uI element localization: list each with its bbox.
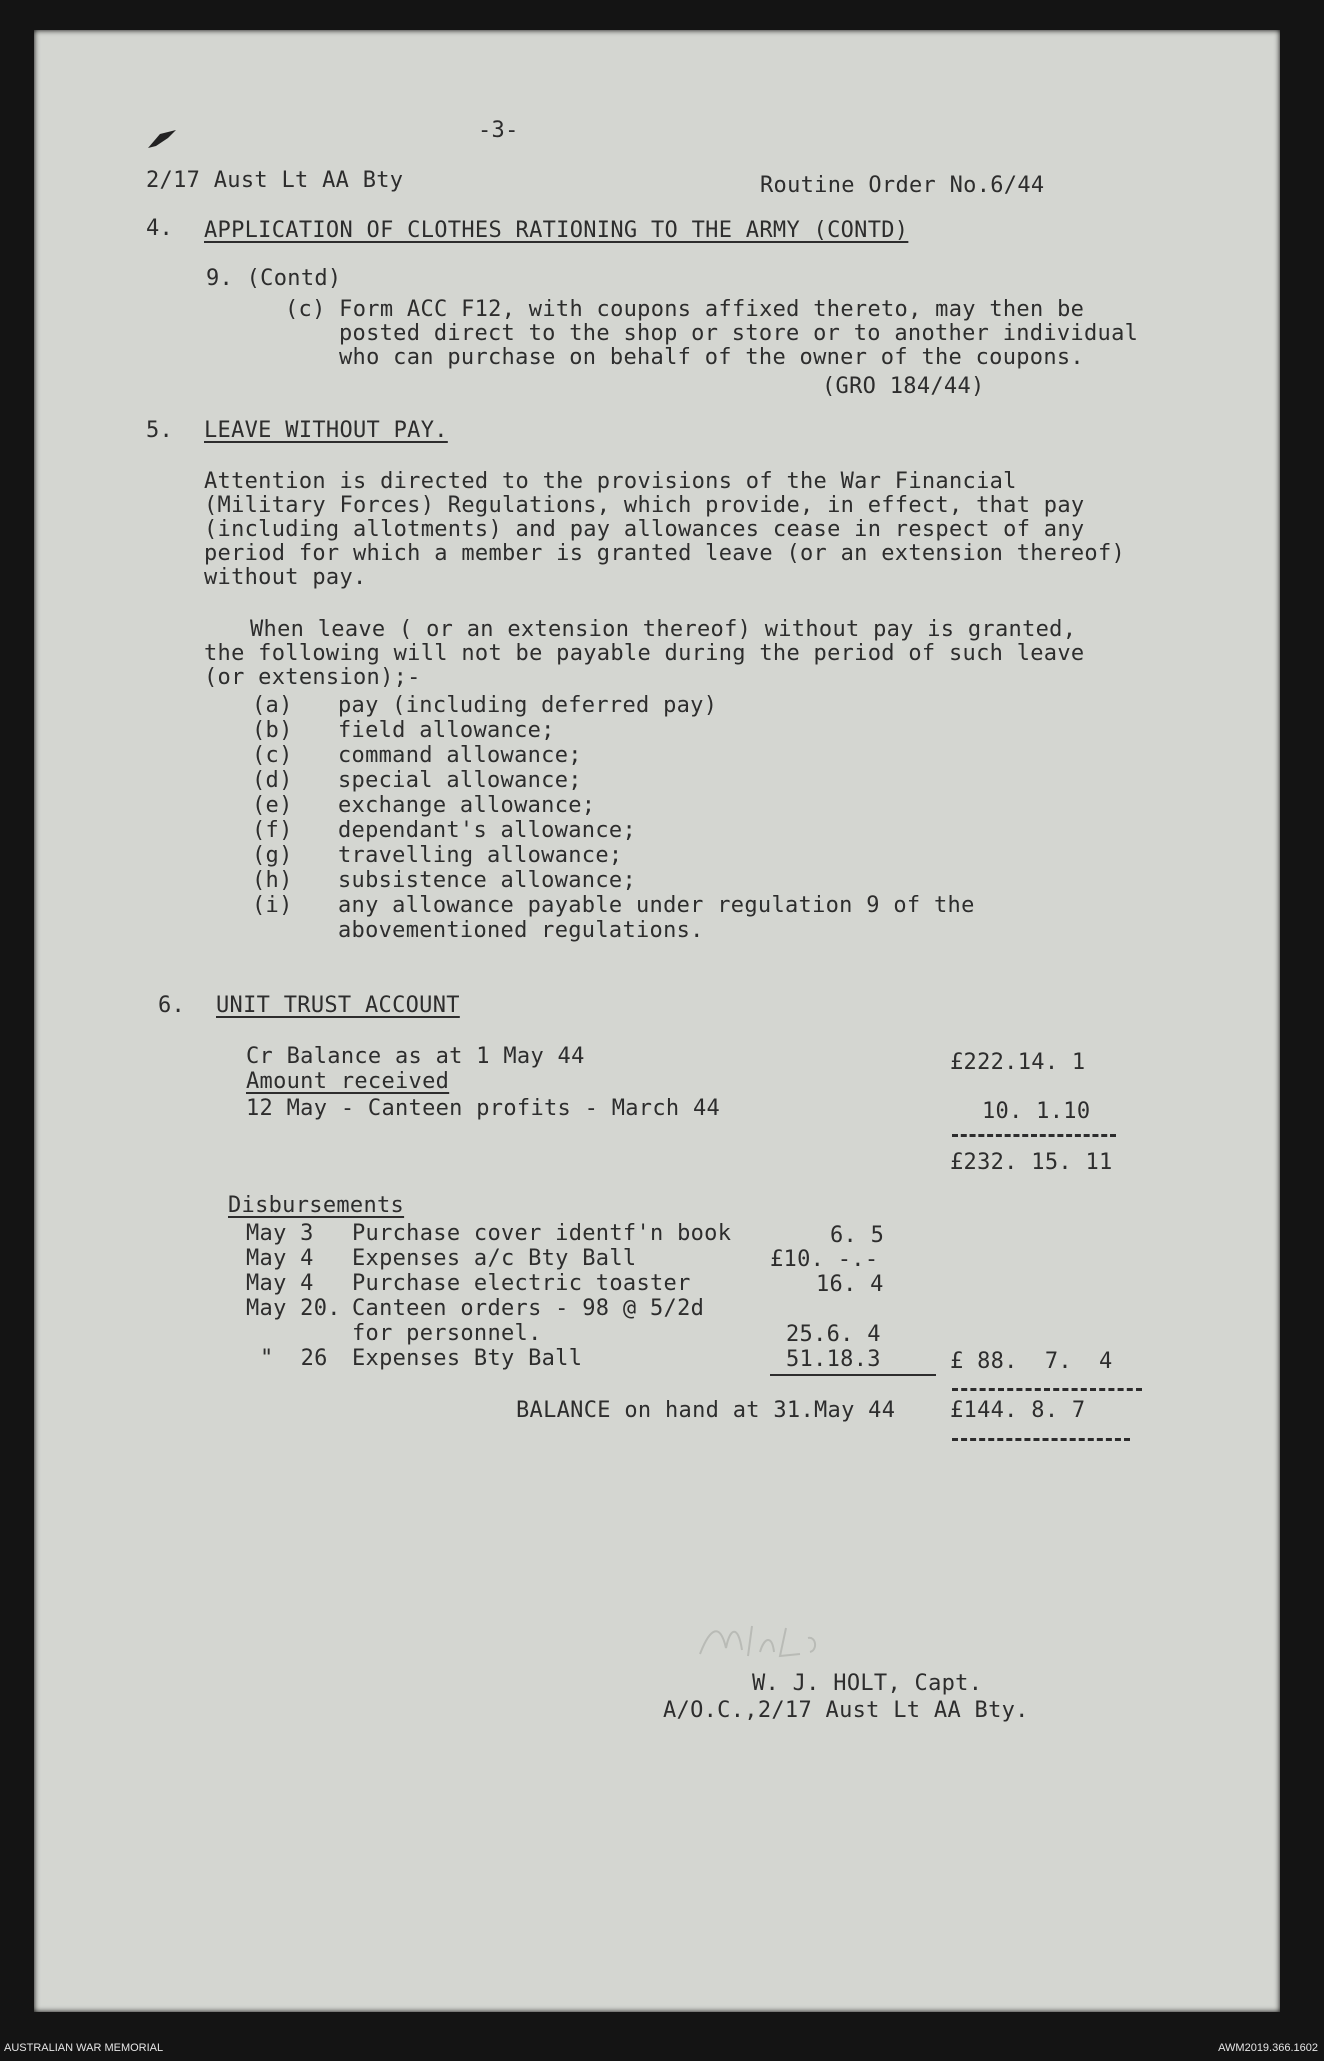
amount-underline xyxy=(770,1374,936,1376)
section-5-title: LEAVE WITHOUT PAY. xyxy=(204,418,448,443)
section-4-title: APPLICATION OF CLOTHES RATIONING TO THE ARMY (CONTD) xyxy=(204,218,909,243)
list-item-letter: (d) xyxy=(252,768,293,793)
list-item-text: travelling allowance; xyxy=(338,843,623,868)
list-item-letter: (f) xyxy=(252,818,293,843)
list-item-letter: (c) xyxy=(252,743,293,768)
amount-received-label: Amount received xyxy=(246,1069,450,1094)
received-amount: 10. 1.10 xyxy=(982,1099,1091,1124)
signatory-title: A/O.C.,2/17 Aust Lt AA Bty. xyxy=(663,1698,1029,1723)
section-4-line: (c) Form ACC F12, with coupons affixed thereto, may then be xyxy=(285,297,1085,322)
credit-balance-amount: £222.14. 1 xyxy=(950,1050,1086,1075)
list-item-text: dependant's allowance; xyxy=(338,818,636,843)
balance-amount: £144. 8. 7 xyxy=(950,1398,1086,1423)
handwritten-signature xyxy=(690,1608,890,1668)
section-4-reference: (GRO 184/44) xyxy=(822,374,985,399)
list-item-letter: (g) xyxy=(252,843,293,868)
disbursement-amount: 6. 5 xyxy=(830,1223,885,1248)
disbursement-date: May 3 xyxy=(246,1221,314,1246)
section-5-number: 5. xyxy=(146,418,174,443)
section-6-title: UNIT TRUST ACCOUNT xyxy=(216,993,460,1018)
signatory-name: W. J. HOLT, Capt. xyxy=(752,1671,983,1696)
disbursement-amount: 16. 4 xyxy=(816,1272,884,1297)
unit-name: 2/17 Aust Lt AA Bty xyxy=(146,168,404,193)
list-item-text: abovementioned regulations. xyxy=(338,918,704,943)
credit-balance-label: Cr Balance as at 1 May 44 xyxy=(246,1044,585,1069)
received-item: 12 May - Canteen profits - March 44 xyxy=(246,1096,721,1121)
ink-mark xyxy=(146,128,182,152)
list-item-letter: (b) xyxy=(252,718,293,743)
section-5-paragraph-line: (Military Forces) Regulations, which provide, in effect, that pay xyxy=(204,493,1085,518)
list-item-letter: (h) xyxy=(252,868,293,893)
disbursement-date: May 4 xyxy=(246,1246,314,1271)
subtotal-amount: £232. 15. 11 xyxy=(950,1150,1113,1175)
routine-order-number: Routine Order No.6/44 xyxy=(760,173,1045,198)
list-item-text: field allowance; xyxy=(338,718,555,743)
footer-accession-number: AWM2019.366.1602 xyxy=(1218,2042,1318,2054)
disbursement-description: Expenses a/c Bty Ball xyxy=(352,1246,637,1271)
balance-label: BALANCE on hand at 31.May 44 xyxy=(516,1398,896,1423)
disbursement-amount: £10. -.- xyxy=(770,1247,879,1272)
section-4-number: 4. xyxy=(146,216,174,241)
dashed-rule xyxy=(952,1388,1142,1391)
footer-institution: AUSTRALIAN WAR MEMORIAL xyxy=(4,2042,164,2054)
list-item-letter: (a) xyxy=(252,693,293,718)
disbursement-amount: 25.6. 4 xyxy=(786,1322,881,1347)
disbursement-date: " 26 xyxy=(260,1346,328,1371)
section-5-paragraph-line: (including allotments) and pay allowances cease in respect of any xyxy=(204,517,1085,542)
list-item-text: any allowance payable under regulation 9 of the xyxy=(338,893,975,918)
list-item-text: command allowance; xyxy=(338,743,582,768)
disbursements-label: Disbursements xyxy=(228,1193,405,1218)
disbursement-description: Purchase cover identf'n book xyxy=(352,1221,732,1246)
disbursement-amount: 51.18.3 xyxy=(786,1347,881,1372)
list-item-letter: (i) xyxy=(252,893,293,918)
section-4-line: posted direct to the shop or store or to another individual xyxy=(339,321,1139,346)
list-item-letter: (e) xyxy=(252,793,293,818)
disbursement-description: Canteen orders - 98 @ 5/2d xyxy=(352,1296,705,1321)
dashed-rule xyxy=(952,1438,1130,1441)
disbursement-description: Purchase electric toaster xyxy=(352,1271,691,1296)
section-6-number: 6. xyxy=(158,993,186,1018)
section-5-paragraph-line: without pay. xyxy=(204,565,367,590)
disbursement-date: May 20. xyxy=(246,1296,341,1321)
page-number: -3- xyxy=(478,118,519,143)
section-4-subpara: 9. (Contd) xyxy=(206,266,342,291)
section-5-paragraph-line: period for which a member is granted leave (or an extension thereof) xyxy=(204,541,1126,566)
disbursement-total: £ 88. 7. 4 xyxy=(950,1349,1113,1374)
list-item-text: subsistence allowance; xyxy=(338,868,636,893)
section-5-paragraph-line: the following will not be payable during the period of such leave xyxy=(204,641,1085,666)
list-item-text: pay (including deferred pay) xyxy=(338,693,718,718)
disbursement-description: Expenses Bty Ball xyxy=(352,1346,583,1371)
section-5-paragraph-line: When leave ( or an extension thereof) without pay is granted, xyxy=(250,617,1077,642)
list-item-text: special allowance; xyxy=(338,768,582,793)
disbursement-date: May 4 xyxy=(246,1271,314,1296)
list-item-text: exchange allowance; xyxy=(338,793,596,818)
dashed-rule xyxy=(952,1134,1116,1137)
section-5-paragraph-line: Attention is directed to the provisions of the War Financial xyxy=(204,469,1017,494)
section-5-paragraph-line: (or extension);- xyxy=(204,665,421,690)
section-4-line: who can purchase on behalf of the owner of the coupons. xyxy=(339,345,1084,370)
disbursement-description: for personnel. xyxy=(352,1321,542,1346)
